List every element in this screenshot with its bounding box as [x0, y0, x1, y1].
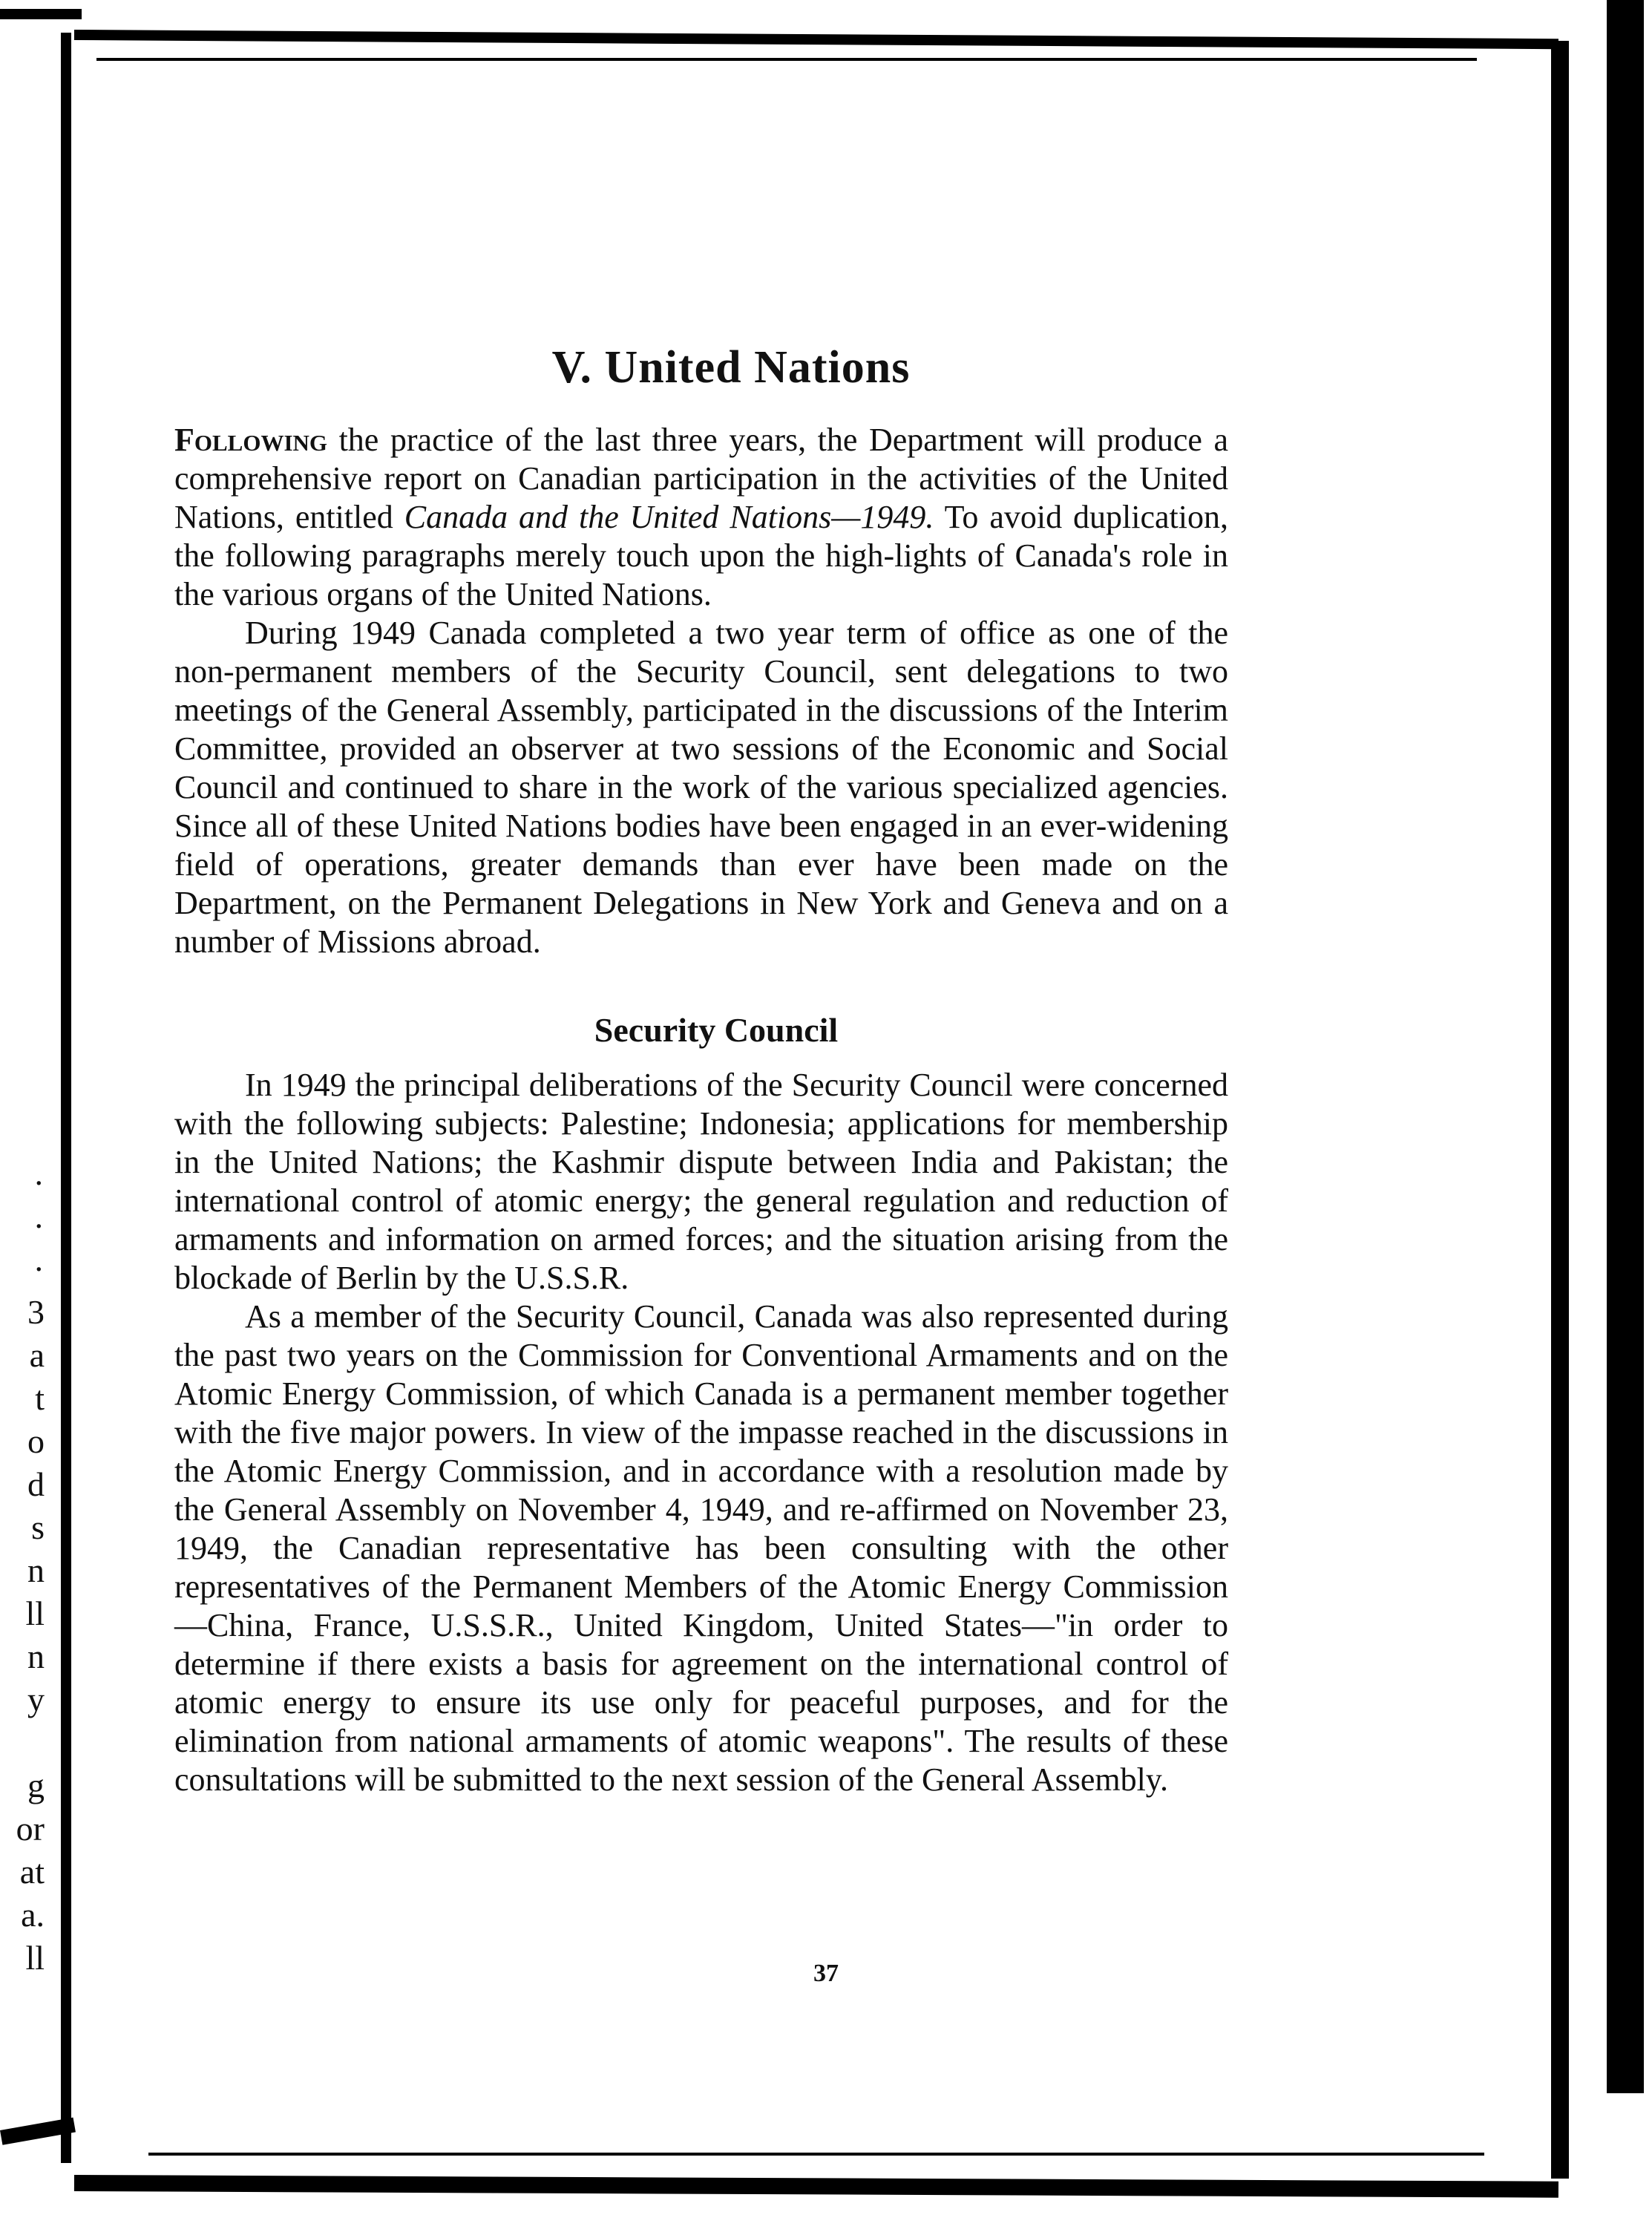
fragment-line: ·	[33, 1250, 45, 1288]
intro-text: the practice of the last three years, the Department will produce a comprehensive report on Canadian participation in the activities of the United Nations, entitled	[174, 422, 1228, 535]
fragment-line: a	[29, 1336, 45, 1374]
fragment-line: or	[16, 1810, 45, 1848]
paragraph-2: During 1949 Canada completed a two year term of office as one of the non-permanent members of the Security Council, sent delegations to two meetings of the General Assembly, participated in the discussions of the Interim Committee, provided an observer at two sessions of the Economic and Social Council and continued to share in the work of the various specialized agencies. Since all of these United Nations bodies have been engaged in an ever-widening field of operations, greater demands than ever have been made on the Department, on the Permanent Delegations in New York and Geneva and on a number of Missions abroad.	[174, 615, 1228, 960]
fragment-line: n	[27, 1551, 45, 1589]
report-title: Canada and the United Nations—1949.	[404, 499, 934, 535]
fragment-line: ·	[33, 1207, 45, 1245]
fragment-line: s	[31, 1508, 45, 1546]
scan-border	[148, 2153, 1484, 2156]
fragment-line: d	[27, 1465, 45, 1503]
page-title: V. United Nations	[551, 342, 911, 393]
paragraph-3: In 1949 the principal deliberations of the Security Council were concerned with the following subjects: Palestine; Indonesia; applications for membership in the United Nations; the Kashmir dispute between India and Pakistan; the international control of atomic energy; the general regulation and reduction of armaments and information on armed forces; and the situation arising from the blockade of Berlin by the U.S.S.R.	[174, 1067, 1228, 1296]
fragment-line: g	[27, 1767, 45, 1804]
fragment-line: ll	[25, 1594, 45, 1632]
scan-border	[74, 30, 1558, 49]
scan-border	[74, 2175, 1558, 2198]
intro-lead-word: Following	[174, 422, 328, 458]
scan-border	[61, 33, 71, 2163]
scan-border	[1551, 41, 1569, 2179]
intro-paragraph	[174, 421, 1228, 614]
paragraph-4: As a member of the Security Council, Canada was also represented during the past two years on the Commission for Conventional Armaments and on the Atomic Energy Commission, of which Canada is a permanent member together with the five major powers. In view of the impasse reached in the discussions in the Atomic Energy Commission, and in accordance with a resolution made by the General Assembly on November 4, 1949, and re-affirmed on November 23, 1949, the Canadian representative has been consulting with the other representatives of the Permanent Members of the Atomic Energy Commission—China, France, U.S.S.R., United Kingdom, United States—"in order to determine if there exists a basis for agreement on the international control of atomic energy to ensure its use only for peaceful purposes, and for the elimination from national armaments of atomic weapons". The results of these consultations will be submitted to the next session of the General Assembly.	[174, 1298, 1228, 1798]
fragment-line: ·	[33, 1164, 45, 1202]
fragment-line: ll	[25, 1939, 45, 1977]
fragment-line: 3	[27, 1293, 45, 1331]
scan-border	[96, 58, 1477, 61]
fragment-line: t	[35, 1379, 45, 1417]
fragment-line: o	[27, 1422, 45, 1460]
scan-border	[1607, 0, 1644, 2093]
page-content	[174, 341, 1228, 1799]
fragment-line: y	[27, 1681, 45, 1718]
fragment-line: n	[27, 1637, 45, 1675]
scan-border	[0, 9, 82, 19]
intro-text-end: To avoid duplication, the following paragraphs merely touch upon the high-lights of Canada's role in the various organs of the United Nations.	[174, 499, 1228, 612]
page-number: 37	[813, 1960, 839, 1987]
facing-page-fragments	[0, 1162, 45, 1980]
fragment-line: a.	[21, 1896, 45, 1934]
fragment-line: at	[19, 1853, 45, 1891]
fragment-line	[0, 1721, 45, 1764]
section-heading: Security Council	[594, 1011, 839, 1049]
